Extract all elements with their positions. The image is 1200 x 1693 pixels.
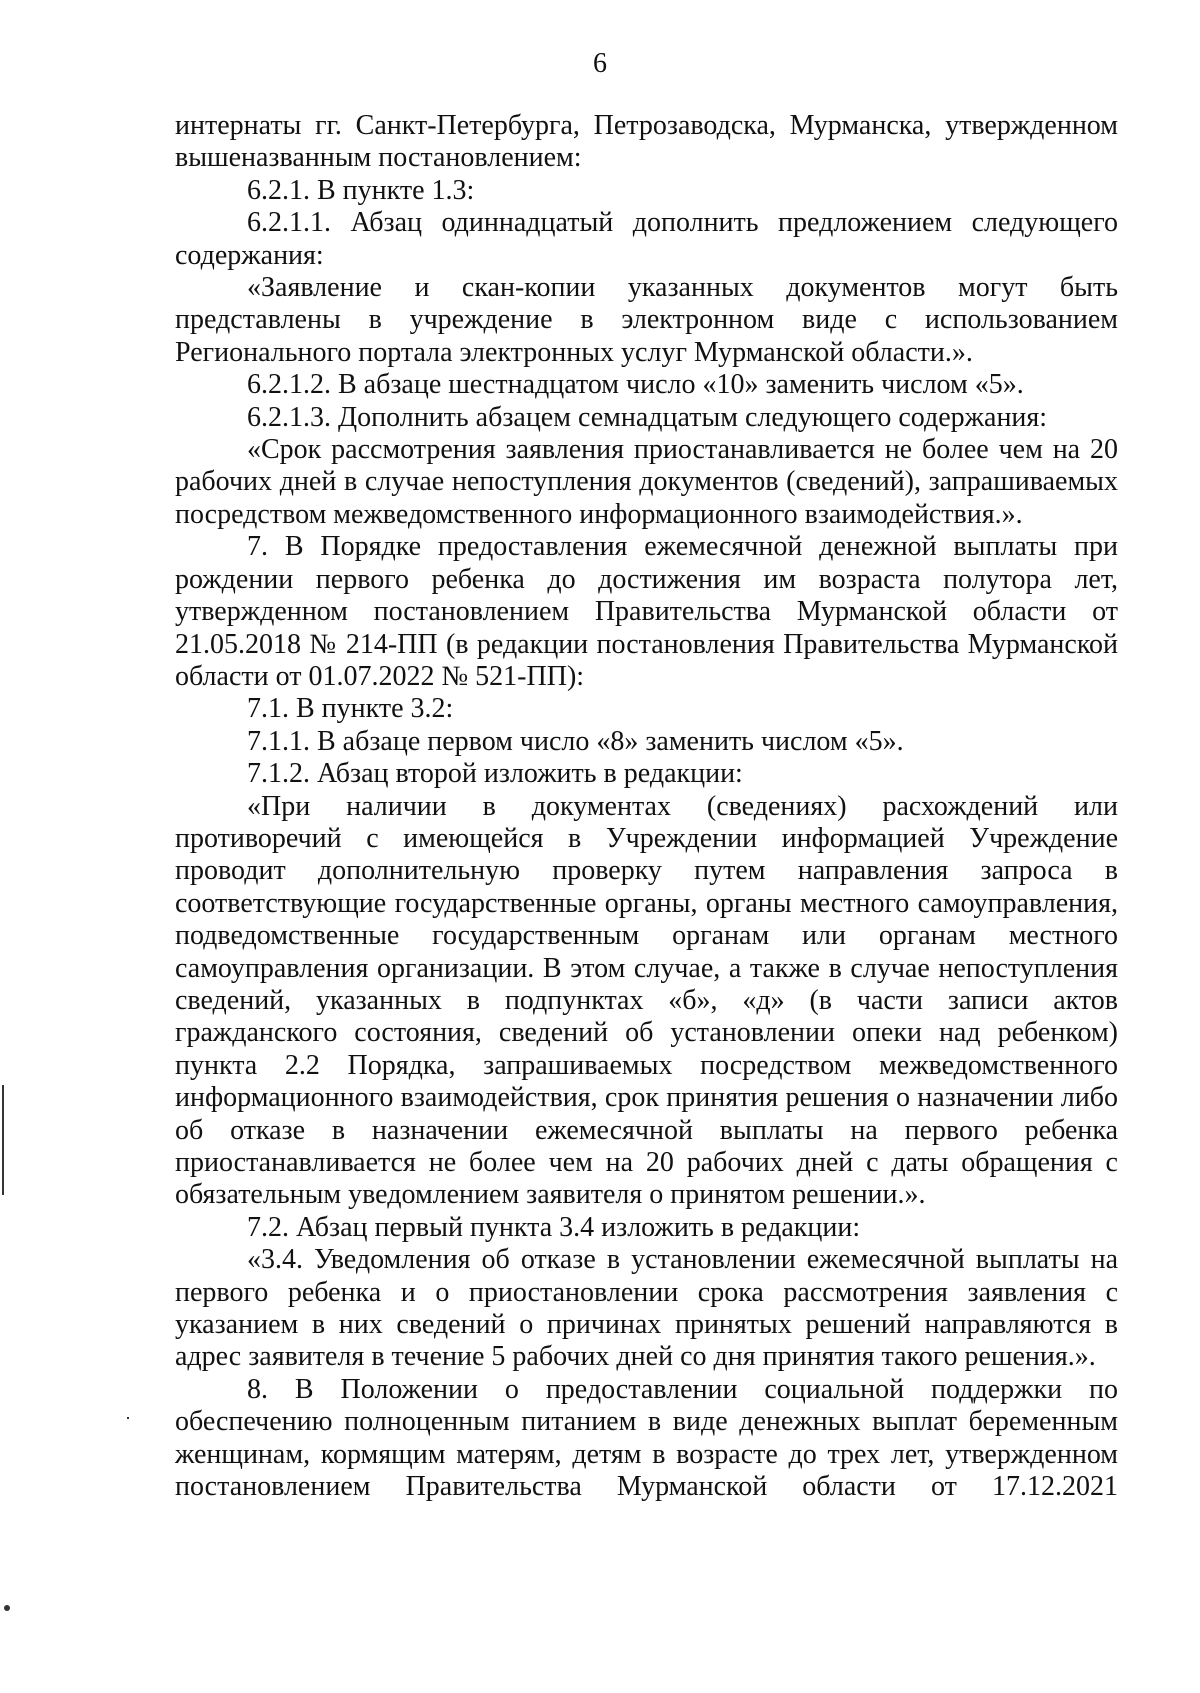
paragraph-6-2-1-3: 6.2.1.3. Дополнить абзацем семнадцатым следующего содержания:: [247, 401, 1048, 433]
paragraph-8: 8. В Положении о предоставлении социальной поддержки по обеспечению полноценным питанием в виде денежных выплат беременным женщинам, кормящим матерям, детям в возрасте до трех лет, утвержденном постановлением Правительства Мурманской области от 17.12.2021: [175, 1373, 1118, 1503]
paragraph-quote-3-4: «3.4. Уведомления об отказе в установлении ежемесячной выплаты на первого ребенка и о приостановлении срока рассмотрения заявления с указанием в них сведений о причинах принятых решений направляются в адрес заявителя в течение 5 рабочих дней со дня принятия такого решения.».: [175, 1244, 1118, 1373]
document-body: [175, 110, 1118, 1503]
paragraph-7-1-2: 7.1.2. Абзац второй изложить в редакции:: [247, 758, 743, 790]
page-number: 6: [593, 48, 607, 79]
paragraph-6-2-1-2: 6.2.1.2. В абзаце шестнадцатом число «10» заменить числом «5».: [247, 369, 1024, 401]
paragraph-continuation: интернаты гг. Санкт-Петербурга, Петрозаводска, Мурманска, утвержденном вышеназванным постановлением:: [175, 110, 1118, 174]
paragraph-6-2-1-1: 6.2.1.1. Абзац одиннадцатый дополнить предложением следующего содержания:: [175, 207, 1118, 271]
paragraph-6-2-1: 6.2.1. В пункте 1.3:: [247, 174, 475, 206]
scan-artifact-speck: [127, 1417, 129, 1419]
paragraph-7-1: 7.1. В пункте 3.2:: [247, 693, 454, 725]
paragraph-7-1-1: 7.1.1. В абзаце первом число «8» заменить числом «5».: [247, 725, 904, 757]
paragraph-quote-term: «Срок рассмотрения заявления приостанавливается не более чем на 20 рабочих дней в случае непоступления документов (сведений), запрашиваемых посредством межведомственного информационного взаимодействия.».: [175, 434, 1118, 530]
paragraph-quote-discrepancies: «При наличии в документах (сведениях) расхождений или противоречий с имеющейся в Учреждении информацией Учреждение проводит дополнительную проверку путем направления запроса в соответствующие государственные органы, органы местного самоуправления, подведомственные государственным органам или органам местного самоуправления организации. В этом случае, а также в случае непоступления сведений, указанных в подпунктах «б», «д» (в части записи актов гражданского состояния, сведений об установлении опеки над ребенком) пункта 2.2 Порядка, запрашиваемых посредством межведомственного информационного взаимодействия, срок принятия решения о назначении либо об отказе в назначении ежемесячной выплаты на первого ребенка приостанавливается не более чем на 20 рабочих дней с даты обращения с обязательным уведомлением заявителя о принятом решении.».: [175, 790, 1118, 1211]
paragraph-7: 7. В Порядке предоставления ежемесячной денежной выплаты при рождении первого ребенка до достижения им возраста полутора лет, утвержденном постановлением Правительства Мурманской области от 21.05.2018 № 214-ПП (в редакции постановления Правительства Мурманской области от 01.07.2022 № 521-ПП):: [175, 531, 1118, 692]
scan-artifact-line: [2, 1085, 4, 1195]
paragraph-quote-application: «Заявление и скан-копии указанных документов могут быть представлены в учреждение в электронном виде с использованием Регионального портала электронных услуг Мурманской области.».: [175, 272, 1118, 368]
scan-artifact-dot: [4, 1605, 10, 1611]
paragraph-7-2: 7.2. Абзац первый пункта 3.4 изложить в редакции:: [247, 1211, 861, 1243]
